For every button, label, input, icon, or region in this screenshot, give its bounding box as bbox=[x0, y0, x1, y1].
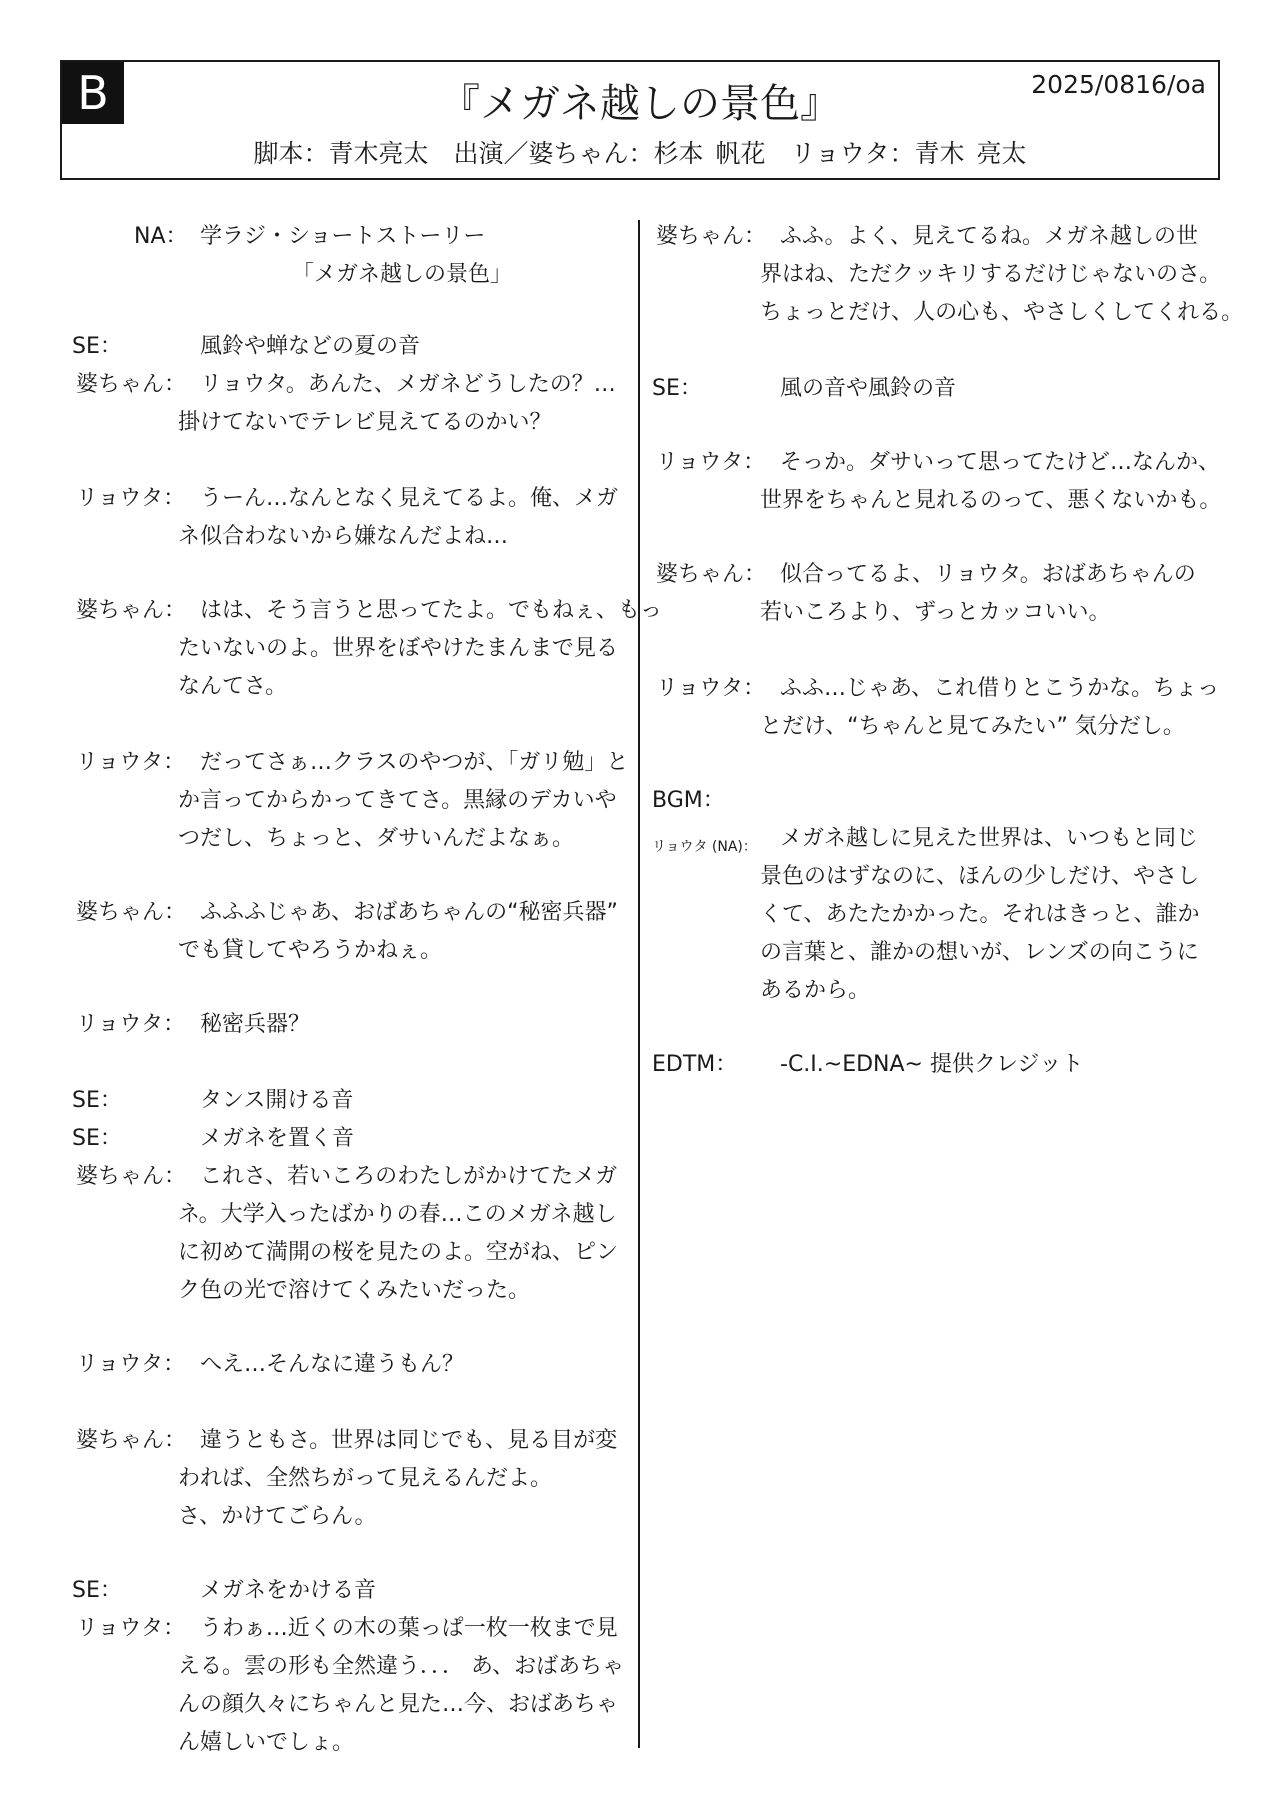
dialogue-line: 似合ってるよ、リョウタ。おばあちゃんの bbox=[780, 562, 1196, 587]
speaker-label: SE： bbox=[652, 376, 702, 401]
speaker-label: SE： bbox=[72, 1088, 122, 1113]
dialogue-line: 学ラジ・ショートストーリー bbox=[200, 224, 486, 249]
dialogue-line: あるから。 bbox=[760, 978, 871, 1003]
speaker-label: SE： bbox=[72, 1578, 122, 1603]
dialogue-line: うわぁ…近くの木の葉っぱ一枚一枚まで見 bbox=[200, 1616, 618, 1641]
speaker-label: 婆ちゃん： bbox=[76, 372, 187, 397]
speaker-label: リョウタ： bbox=[76, 750, 186, 775]
broadcast-date: 2025/0816/oa bbox=[1031, 70, 1206, 99]
dialogue-line: ふふふじゃあ、おばあちゃんの“秘密兵器” bbox=[200, 900, 618, 925]
speaker-label: 婆ちゃん： bbox=[76, 900, 187, 925]
dialogue-line: さ、かけてごらん。 bbox=[178, 1504, 377, 1529]
speaker-label: SE： bbox=[72, 334, 122, 359]
dialogue-line: とだけ、“ちゃんと見てみたい” 気分だし。 bbox=[760, 714, 1185, 739]
dialogue-line: か言ってからかってきてさ。黒縁のデカいや bbox=[178, 788, 617, 813]
dialogue-line: 掛けてないでテレビ見えてるのかい？ bbox=[178, 410, 552, 435]
dialogue-line: でも貸してやろうかねぇ。 bbox=[178, 938, 443, 963]
dialogue-line: われば、全然ちがって見えるんだよ。 bbox=[178, 1466, 553, 1491]
dialogue-line: つだし、ちょっと、ダサいんだよなぁ。 bbox=[178, 826, 575, 851]
script-header bbox=[60, 60, 1220, 180]
dialogue-line: なんてさ。 bbox=[178, 674, 288, 699]
dialogue-line: くて、あたたかかった。それはきっと、誰か bbox=[760, 902, 1200, 927]
dialogue-line: 世界をちゃんと見れるのって、悪くないかも。 bbox=[760, 488, 1222, 513]
speaker-label: 婆ちゃん： bbox=[656, 224, 767, 249]
speaker-label: 婆ちゃん： bbox=[76, 598, 187, 623]
speaker-label: 婆ちゃん： bbox=[76, 1164, 187, 1189]
dialogue-line: へえ…そんなに違うもん？ bbox=[200, 1352, 465, 1377]
dialogue-line: ふふ…じゃあ、これ借りとこうかな。ちょっ bbox=[780, 676, 1220, 701]
dialogue-line: ネ。大学入ったばかりの春…このメガネ越し bbox=[178, 1202, 617, 1227]
dialogue-line: 違うともさ。世界は同じでも、見る目が変 bbox=[200, 1428, 618, 1453]
dialogue-line: メガネを置く音 bbox=[200, 1126, 355, 1151]
dialogue-line: だってさぁ…クラスのやつが、「ガリ勉」と bbox=[200, 750, 629, 775]
dialogue-line: タンス開ける音 bbox=[200, 1088, 354, 1113]
speaker-label: EDTM： bbox=[652, 1052, 738, 1077]
speaker-label: NA： bbox=[134, 224, 188, 249]
dialogue-line: ちょっとだけ、人の心も、やさしくしてくれる。 bbox=[760, 300, 1244, 325]
dialogue-line: これさ、若いころのわたしがかけてたメガ bbox=[200, 1164, 618, 1189]
speaker-label: リョウタ： bbox=[656, 676, 766, 701]
dialogue-line: ふふ。よく、見えてるね。メガネ越しの世 bbox=[780, 224, 1199, 249]
dialogue-line: ん嬉しいでしょ。 bbox=[178, 1730, 355, 1755]
dialogue-line: うーん…なんとなく見えてるよ。俺、メガ bbox=[200, 486, 619, 511]
dialogue-line: -C.I.~EDNA~ 提供クレジット bbox=[780, 1052, 1084, 1077]
dialogue-line: の言葉と、誰かの想いが、レンズの向こうに bbox=[760, 940, 1199, 965]
dialogue-line: 「メガネ越しの景色」 bbox=[292, 262, 513, 287]
speaker-label: SE： bbox=[72, 1126, 122, 1151]
dialogue-line: たいないのよ。世界をぼやけたまんまで見る bbox=[178, 636, 619, 661]
dialogue-line: メガネ越しに見えた世界は、いつもと同じ bbox=[780, 826, 1199, 851]
speaker-label: リョウタ： bbox=[76, 1352, 186, 1377]
speaker-label: リョウタ： bbox=[656, 450, 766, 475]
script-title: 『メガネ越しの景色』 bbox=[440, 81, 840, 127]
dialogue-line: ク色の光で溶けてくみたいだった。 bbox=[178, 1278, 531, 1303]
dialogue-line: 景色のはずなのに、ほんの少しだけ、やさし bbox=[760, 864, 1200, 889]
dialogue-line: んの顔久々にちゃんと見た…今、おばあちゃ bbox=[178, 1692, 619, 1717]
dialogue-line: メガネをかける音 bbox=[200, 1578, 377, 1603]
dialogue-line: 秘密兵器？ bbox=[200, 1012, 311, 1037]
dialogue-line: える。雲の形も全然違う．．． あ、おばあちゃ bbox=[178, 1654, 625, 1679]
speaker-label: リョウタ： bbox=[76, 1616, 186, 1641]
page-badge: B bbox=[62, 62, 124, 124]
dialogue-line: ネ似合わないから嫌なんだよね… bbox=[178, 524, 509, 549]
speaker-label: BGM： bbox=[652, 788, 725, 813]
speaker-label: リョウタ： bbox=[76, 1012, 186, 1037]
credits-line: 脚本：青木亮太 出演／婆ちゃん：杉本 帆花 リョウタ：青木 亮太 bbox=[253, 139, 1027, 168]
dialogue-line: 風鈴や蝉などの夏の音 bbox=[200, 334, 421, 359]
speaker-label: リョウタ： bbox=[76, 486, 186, 511]
dialogue-line: そっか。ダサいって思ってたけど…なんか、 bbox=[780, 450, 1221, 475]
dialogue-line: 界はね、ただクッキリするだけじゃないのさ。 bbox=[760, 262, 1222, 287]
speaker-label: 婆ちゃん： bbox=[656, 562, 767, 587]
dialogue-line: に初めて満開の桜を見たのよ。空がね、ピン bbox=[178, 1240, 619, 1265]
column-divider bbox=[638, 220, 640, 1748]
speaker-label: リョウタ (NA)： bbox=[652, 839, 757, 855]
dialogue-line: 風の音や風鈴の音 bbox=[780, 376, 957, 401]
dialogue-line: はは、そう言うと思ってたよ。でもねぇ、もっ bbox=[200, 598, 663, 623]
speaker-label: 婆ちゃん： bbox=[76, 1428, 187, 1453]
dialogue-line: 若いころより、ずっとカッコいい。 bbox=[760, 600, 1111, 625]
dialogue-line: リョウタ。あんた、メガネどうしたの？… bbox=[200, 372, 616, 397]
